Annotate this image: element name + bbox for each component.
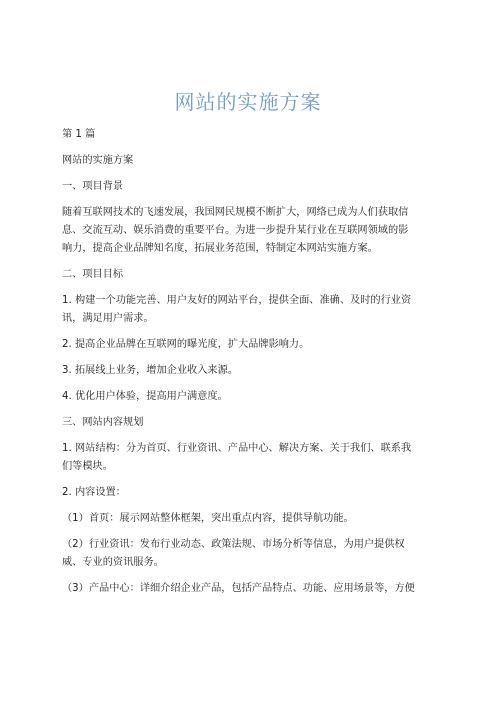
goal-item-3: 3. 拓展线上业务，增加企业收入来源。 (62, 365, 238, 376)
heading-background: 一、项目背景 (62, 181, 124, 192)
chapter-label: 第 1 篇 (62, 129, 96, 140)
paragraph-line: 讯，满足用户需求。 (62, 313, 154, 324)
paragraph-line: 息、交流互动、娱乐消费的重要平台。为进一步提升某行业在互联网领域的影 (62, 225, 409, 236)
heading-content-plan: 三、网站内容规划 (62, 417, 144, 428)
goal-item-4: 4. 优化用户体验，提高用户满意度。 (62, 391, 228, 402)
paragraph-line: 1. 网站结构：分为首页、行业资讯、产品中心、解决方案、关于我们、联系我 (62, 443, 412, 454)
plan-item-structure (62, 440, 440, 476)
paragraph-line: （2）行业资讯：发布行业动态、政策法规、市场分析等信息，为用户提供权 (62, 539, 405, 550)
sub-item-home: （1）首页：展示网站整体框架，突出重点内容，提供导航功能。 (62, 513, 354, 524)
sub-item-news (62, 536, 440, 572)
paragraph-line: 响力，提高企业品牌知名度，拓展业务范围，特制定本网站实施方案。 (62, 243, 378, 254)
goal-item-2: 2. 提高企业品牌在互联网的曝光度，扩大品牌影响力。 (62, 339, 310, 350)
section-subtitle: 网站的实施方案 (62, 155, 134, 166)
heading-goals: 二、项目目标 (62, 269, 124, 280)
paragraph-line: 随着互联网技术的飞速发展，我国网民规模不断扩大，网络已成为人们获取信 (62, 207, 409, 218)
paragraph-line: 威、专业的资讯服务。 (62, 557, 164, 568)
document-title: 网站的实施方案 (174, 90, 322, 114)
plan-item-content: 2. 内容设置： (62, 487, 126, 498)
paragraph-background (62, 204, 440, 258)
paragraph-line: 1. 构建一个功能完善、用户友好的网站平台，提供全面、准确、及时的行业资 (62, 295, 412, 306)
goal-item-1 (62, 292, 440, 328)
paragraph-line: 们等模块。 (62, 461, 113, 472)
sub-item-products: （3）产品中心：详细介绍企业产品，包括产品特点、功能、应用场景等，方便 (62, 583, 415, 594)
document-body (62, 126, 440, 598)
